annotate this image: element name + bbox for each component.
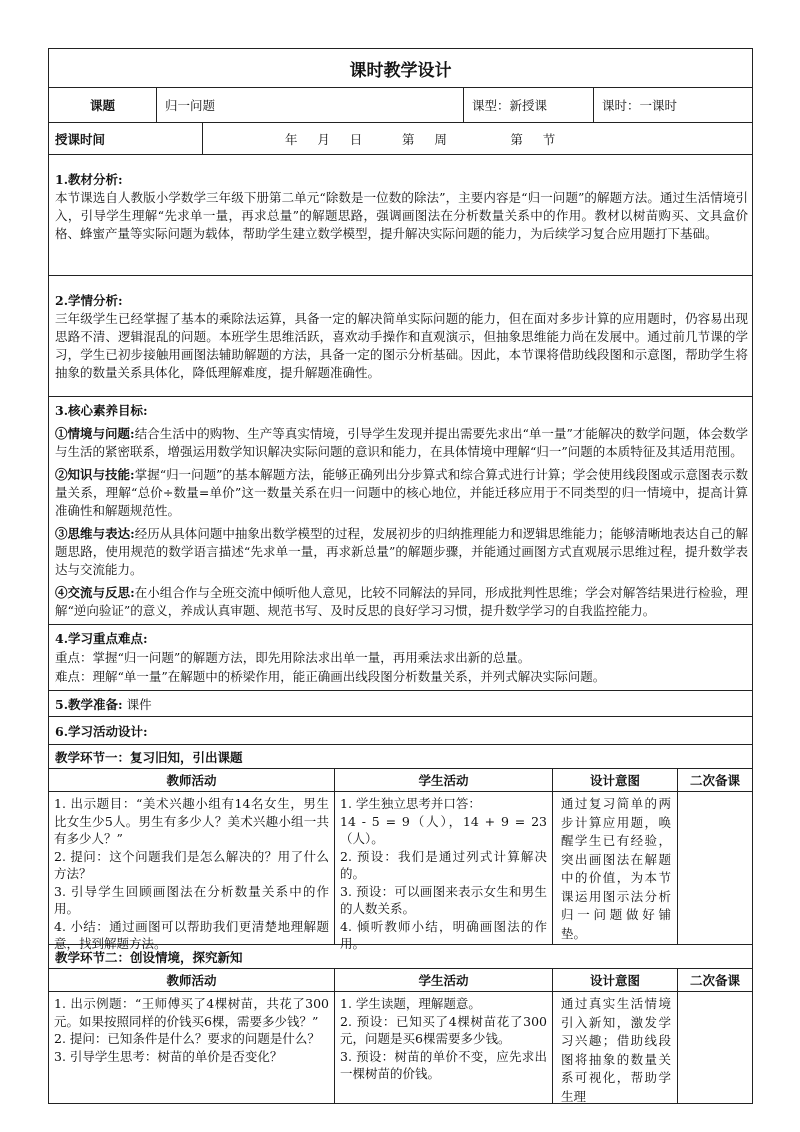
stage-1-column-headers (48, 769, 753, 792)
goal-text: 结合生活中的购物、生产等真实情境，引导学生发现并提出需要先求出“单一量”才能解决的数学问题，体会数学与生活的紧密联系，增强运用数学知识解决实际问题的意识和能力，在具体情境中理解“归一”问题的本质特征及其适用范围。 (55, 426, 748, 459)
student-step: 14 - 5 = 9（人），14 + 9 = 23（人）。 (340, 813, 547, 846)
student-step: 4. 倾听教师小结，明确画图法的作用。 (340, 918, 547, 951)
teacher-step: 2. 提问：已知条件是什么？要求的问题是什么？ (54, 1031, 320, 1046)
activity-design-section (48, 717, 753, 745)
stage-2-column-headers (48, 969, 753, 992)
time-row (48, 123, 753, 155)
difficulty-text: 难点：理解“单一量”在解题中的桥梁作用，能正确画出线段图分析数量关系，并列式解决实际问题。 (55, 669, 606, 684)
core-literacy-heading: 3.核心素养目标: (55, 403, 148, 418)
topic-value: 归一问题 (157, 88, 464, 122)
design-intent-text: 通过真实生活情境引入新知，激发学习兴趣；借助线段图将抽象的数量关系可视化，帮助学生理 (561, 996, 671, 1104)
topic-label: 课题 (49, 88, 157, 122)
key-point-text: 重点：掌握“归一问题”的解题方法，即先用除法求出单一量，再用乘法求出新的总量。 (55, 650, 531, 665)
stage-1-content (48, 792, 753, 951)
goal-item (55, 425, 748, 461)
stage-1-design-intent (553, 792, 678, 944)
teacher-column-header: 教师活动 (49, 769, 335, 791)
student-column-header: 学生活动 (335, 769, 553, 791)
stage-2-content (48, 992, 753, 1104)
goal-text: 经历从具体问题中抽象出数学模型的过程，发展初步的归纳推理能力和逻辑思维能力；能够清晰地表达自己的解题思路，使用规范的数学语言描述“先求单一量，再求新总量”的解题步骤，并能通过画图方式直观展示思维过程，提升数学表达与交流能力。 (55, 526, 748, 577)
student-analysis-section (48, 276, 753, 397)
key-points-heading: 4.学习重点难点: (55, 631, 148, 646)
design-column-header: 设计意图 (553, 969, 678, 991)
goal-label: ④交流与反思: (55, 585, 135, 600)
activity-design-heading: 6.学习活动设计: (55, 723, 148, 739)
teacher-step: 2. 提问：这个问题我们是怎么解决的？用了什么方法？ (54, 848, 329, 881)
teacher-step: 4. 小结：通过画图可以帮助我们更清楚地理解题意，找到解题方法。 (54, 918, 329, 951)
topic-row (48, 88, 753, 123)
teacher-step: 3. 引导学生回顾画图法在分析数量关系中的作用。 (54, 883, 329, 916)
goal-text: 在小组合作与全班交流中倾听他人意见，比较不同解法的异同，形成批判性思维；学会对解答结果进行检验，理解“逆向验证”的意义，养成认真审题、规范书写、及时反思的良好学习习惯，提升数学学习的自我监控能力。 (55, 585, 748, 618)
preparation-value: 课件 (126, 696, 152, 712)
student-step: 1. 学生读题，理解题意。 (340, 996, 481, 1011)
lesson-design-form (48, 48, 753, 1104)
student-step: 3. 预设：树苗的单价不变，应先求出一棵树苗的价钱。 (340, 1048, 547, 1081)
stage-1-student-activity (335, 792, 553, 951)
student-column-header: 学生活动 (335, 969, 553, 991)
student-step: 2. 预设：我们是通过列式计算解决的。 (340, 848, 547, 881)
goal-label: ②知识与技能: (55, 467, 135, 482)
preparation-heading: 5.教学准备: (55, 696, 123, 712)
goal-item (55, 525, 748, 579)
student-step: 3. 预设：可以画图来表示女生和男生的人数关系。 (340, 883, 547, 916)
stage-2-remark (678, 992, 752, 1103)
preparation-section (48, 691, 753, 717)
page-title: 课时教学设计 (48, 48, 753, 88)
stage-1-remark (678, 792, 752, 944)
textbook-analysis-body: 本节课选自人教版小学数学三年级下册第二单元“除数是一位数的除法”，主要内容是“归一问题”的解题方法。通过生活情境引入，引导学生理解“先求单一量，再求总量”的解题思路，强调画图法在分析数量关系中的作用。教材以树苗购买、文具盒价格、蜂蜜产量等实际问题为载体，帮助学生建立数学模型，提升解决实际问题的能力，为后续学习复合应用题打下基础。 (55, 190, 748, 241)
student-analysis-body: 三年级学生已经掌握了基本的乘除法运算，具备一定的解决简单实际问题的能力，但在面对多步计算的应用题时，仍容易出现思路不清、逻辑混乱的问题。本班学生思维活跃，喜欢动手操作和直观演示，但抽象思维能力尚在发展中。通过前几节课的学习，学生已初步接触用画图法辅助解题的方法，具备一定的图示分析基础。因此，本节课将借助线段图和示意图，帮助学生将抽象的数量关系具体化，降低理解难度，提升解题准确性。 (55, 311, 748, 380)
lesson-type: 课型：新授课 (464, 88, 594, 122)
design-intent-text: 通过复习简单的两步计算应用题，唤醒学生已有经验，突出画图法在解题中的价值，为本节课运用图示法分析归一问题做好铺垫。 (561, 796, 671, 941)
goal-text: 掌握“归一问题”的基本解题方法，能够正确列出分步算式和综合算式进行计算；学会使用线段图或示意图表示数量关系，理解“总价÷数量=单价”这一数量关系在归一问题中的核心地位，并能迁移应用于不同类型的归一情境中，提高计算准确性和解题规范性。 (55, 467, 748, 518)
stage-2-design-intent (553, 992, 678, 1103)
stage-2-title: 教学环节二：创设情境，探究新知 (48, 945, 753, 969)
goal-label: ①情境与问题: (55, 426, 135, 441)
textbook-analysis-heading: 1.教材分析: (55, 172, 123, 187)
goal-label: ③思维与表达: (55, 526, 135, 541)
remark-column-header: 二次备课 (689, 973, 740, 988)
stage-1-title: 教学环节一：复习旧知，引出课题 (48, 745, 753, 769)
time-label: 授课时间 (49, 123, 203, 154)
student-step: 2. 预设：已知买了4棵树苗花了300元，问题是买6棵需要多少钱。 (340, 1013, 547, 1046)
stage-1-teacher-activity (49, 792, 335, 951)
teacher-step: 3. 引导学生思考：树苗的单价是否变化？ (54, 1048, 283, 1064)
remark-column-header: 二次备课 (689, 773, 740, 788)
goal-item (55, 466, 748, 520)
core-literacy-section (48, 397, 753, 625)
textbook-analysis-section (48, 155, 753, 276)
stage-2-teacher-activity (49, 992, 335, 1103)
teacher-step: 1. 出示题目：“美术兴趣小组有14名女生，男生比女生少5人。男生有多少人？美术兴趣小组一共有多少人？” (54, 796, 329, 846)
student-analysis-heading: 2.学情分析: (55, 293, 123, 308)
time-value: 年 月 日 第 周 第 节 (285, 131, 556, 147)
lesson-period: 课时：一课时 (602, 98, 678, 113)
goal-item (55, 584, 748, 620)
design-column-header: 设计意图 (553, 769, 678, 791)
student-step: 1. 学生独立思考并口答： (340, 796, 481, 811)
key-points-section (48, 625, 753, 691)
stage-2-student-activity (335, 992, 553, 1103)
teacher-step: 1. 出示例题：“王师傅买了4棵树苗，共花了300元。如果按照同样的价钱买6棵，需要多少钱？” (54, 996, 329, 1029)
teacher-column-header: 教师活动 (49, 969, 335, 991)
